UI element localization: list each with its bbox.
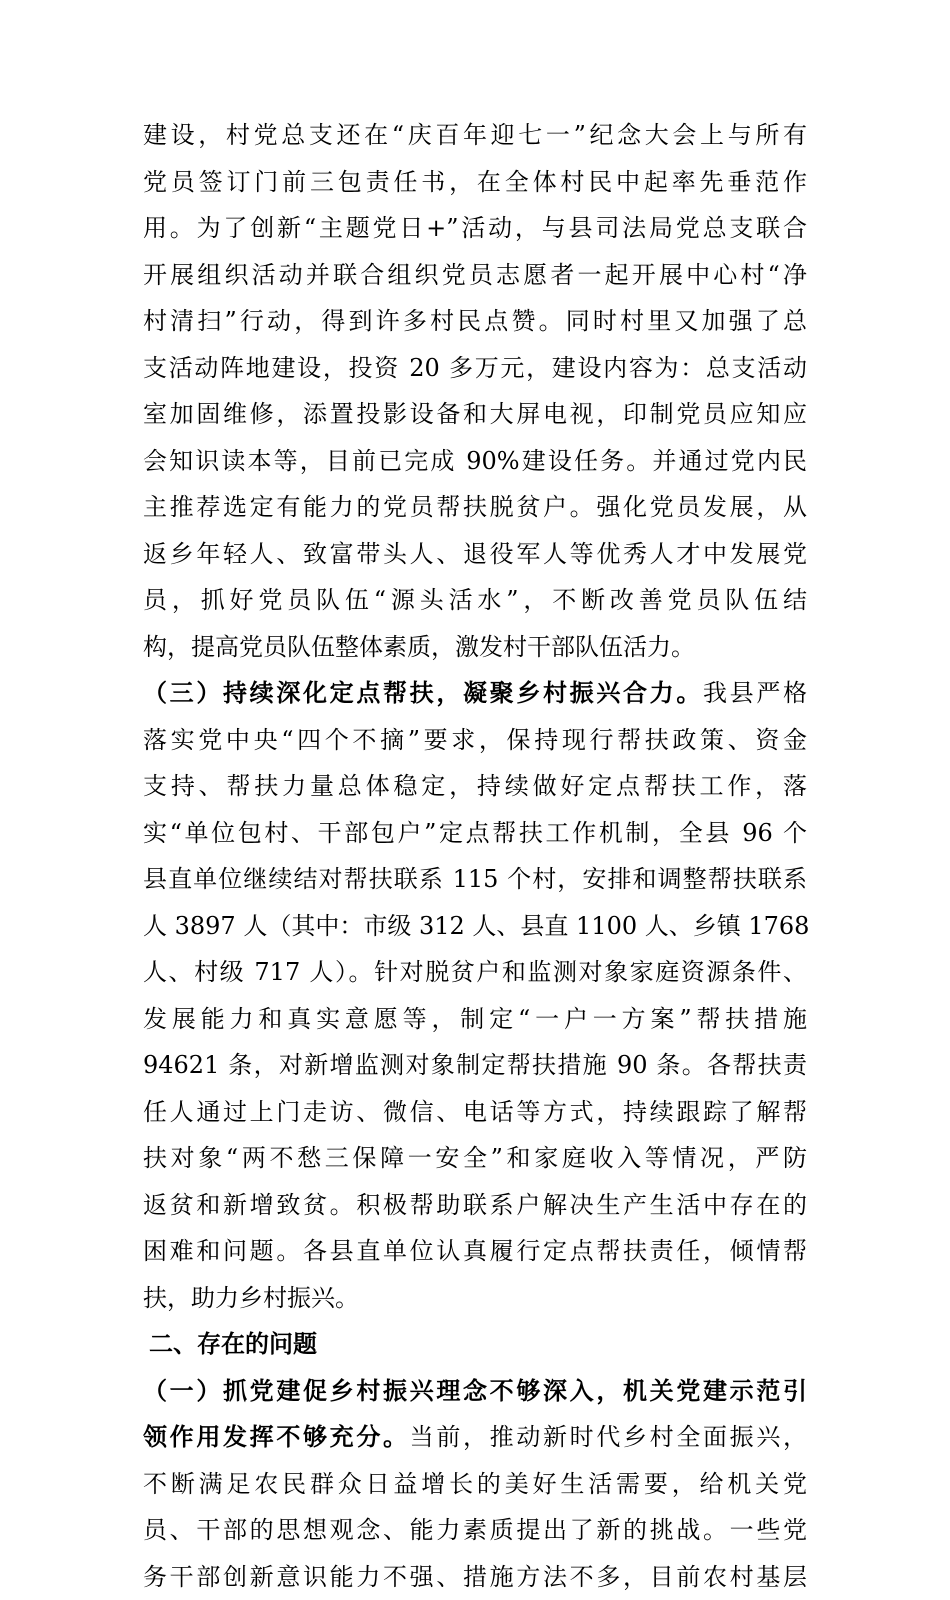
text-line: 室加固维修，添置投影设备和大屏电视，印制党员应知应 [143, 391, 807, 438]
text-line: 实“单位包村、干部包户”定点帮扶工作机制，全县 96 个 [143, 810, 807, 857]
text-line: 落实党中央“四个不摘”要求，保持现行帮扶政策、资金 [143, 717, 807, 764]
text-line: 返乡年轻人、致富带头人、退役军人等优秀人才中发展党 [143, 531, 807, 578]
text-line: 员，抓好党员队伍“源头活水”，不断改善党员队伍结 [143, 577, 807, 624]
text-line: 会知识读本等，目前已完成 90%建设任务。并通过党内民 [143, 438, 807, 485]
text-line: 主推荐选定有能力的党员帮扶脱贫户。强化党员发展，从 [143, 484, 807, 531]
text-line: 县直单位继续结对帮扶联系 115 个村，安排和调整帮扶联系 [143, 856, 807, 903]
subsection-title-line-2 [143, 1414, 807, 1461]
subsection-title-cont: 领作用发挥不够充分。 [143, 1422, 410, 1451]
text-line: 支活动阵地建设，投资 20 多万元，建设内容为：总支活动 [143, 345, 807, 392]
text-line: 村清扫”行动，得到许多村民点赞。同时村里又加强了总 [143, 298, 807, 345]
section-heading: 二、存在的问题 [143, 1321, 807, 1368]
document-page [143, 112, 807, 1600]
text-line: 困难和问题。各县直单位认真履行定点帮扶责任，倾情帮 [143, 1228, 807, 1275]
text-line: 员、干部的思想观念、能力素质提出了新的挑战。一些党 [143, 1507, 807, 1554]
text-line: 用。为了创新“主题党日+”活动，与县司法局党总支联合 [143, 205, 807, 252]
subsection-title-line: （一）抓党建促乡村振兴理念不够深入，机关党建示范引 [143, 1368, 807, 1415]
text-line: 务干部创新意识能力不强、措施方法不多，目前农村基层 [143, 1554, 807, 1600]
text-line: 扶对象“两不愁三保障一安全”和家庭收入等情况，严防 [143, 1135, 807, 1182]
text-line: 支持、帮扶力量总体稳定，持续做好定点帮扶工作，落 [143, 763, 807, 810]
text-line: 94621 条，对新增监测对象制定帮扶措施 90 条。各帮扶责 [143, 1042, 807, 1089]
text-line: 任人通过上门走访、微信、电话等方式，持续跟踪了解帮 [143, 1089, 807, 1136]
text-line: 人、村级 717 人）。针对脱贫户和监测对象家庭资源条件、 [143, 949, 807, 996]
text-line: 建设，村党总支还在“庆百年迎七一”纪念大会上与所有 [143, 112, 807, 159]
text-line: 党员签订门前三包责任书，在全体村民中起率先垂范作 [143, 159, 807, 206]
subsection-line-rest: 当前，推动新时代乡村全面振兴， [410, 1423, 807, 1451]
section3-first-line-rest: 我县严格 [703, 679, 807, 707]
section3-title: （三）持续深化定点帮扶，凝聚乡村振兴合力。 [143, 678, 703, 707]
text-line: 不断满足农民群众日益增长的美好生活需要，给机关党 [143, 1461, 807, 1508]
text-line: 扶，助力乡村振兴。 [143, 1275, 807, 1322]
text-line: 人 3897 人（其中：市级 312 人、县直 1100 人、乡镇 1768 [143, 903, 807, 950]
text-line: 返贫和新增致贫。积极帮助联系户解决生产生活中存在的 [143, 1182, 807, 1229]
text-line: 构，提高党员队伍整体素质，激发村干部队伍活力。 [143, 624, 807, 671]
section3-first-line [143, 670, 807, 717]
text-line: 发展能力和真实意愿等，制定“一户一方案”帮扶措施 [143, 996, 807, 1043]
text-line: 开展组织活动并联合组织党员志愿者一起开展中心村“净 [143, 252, 807, 299]
